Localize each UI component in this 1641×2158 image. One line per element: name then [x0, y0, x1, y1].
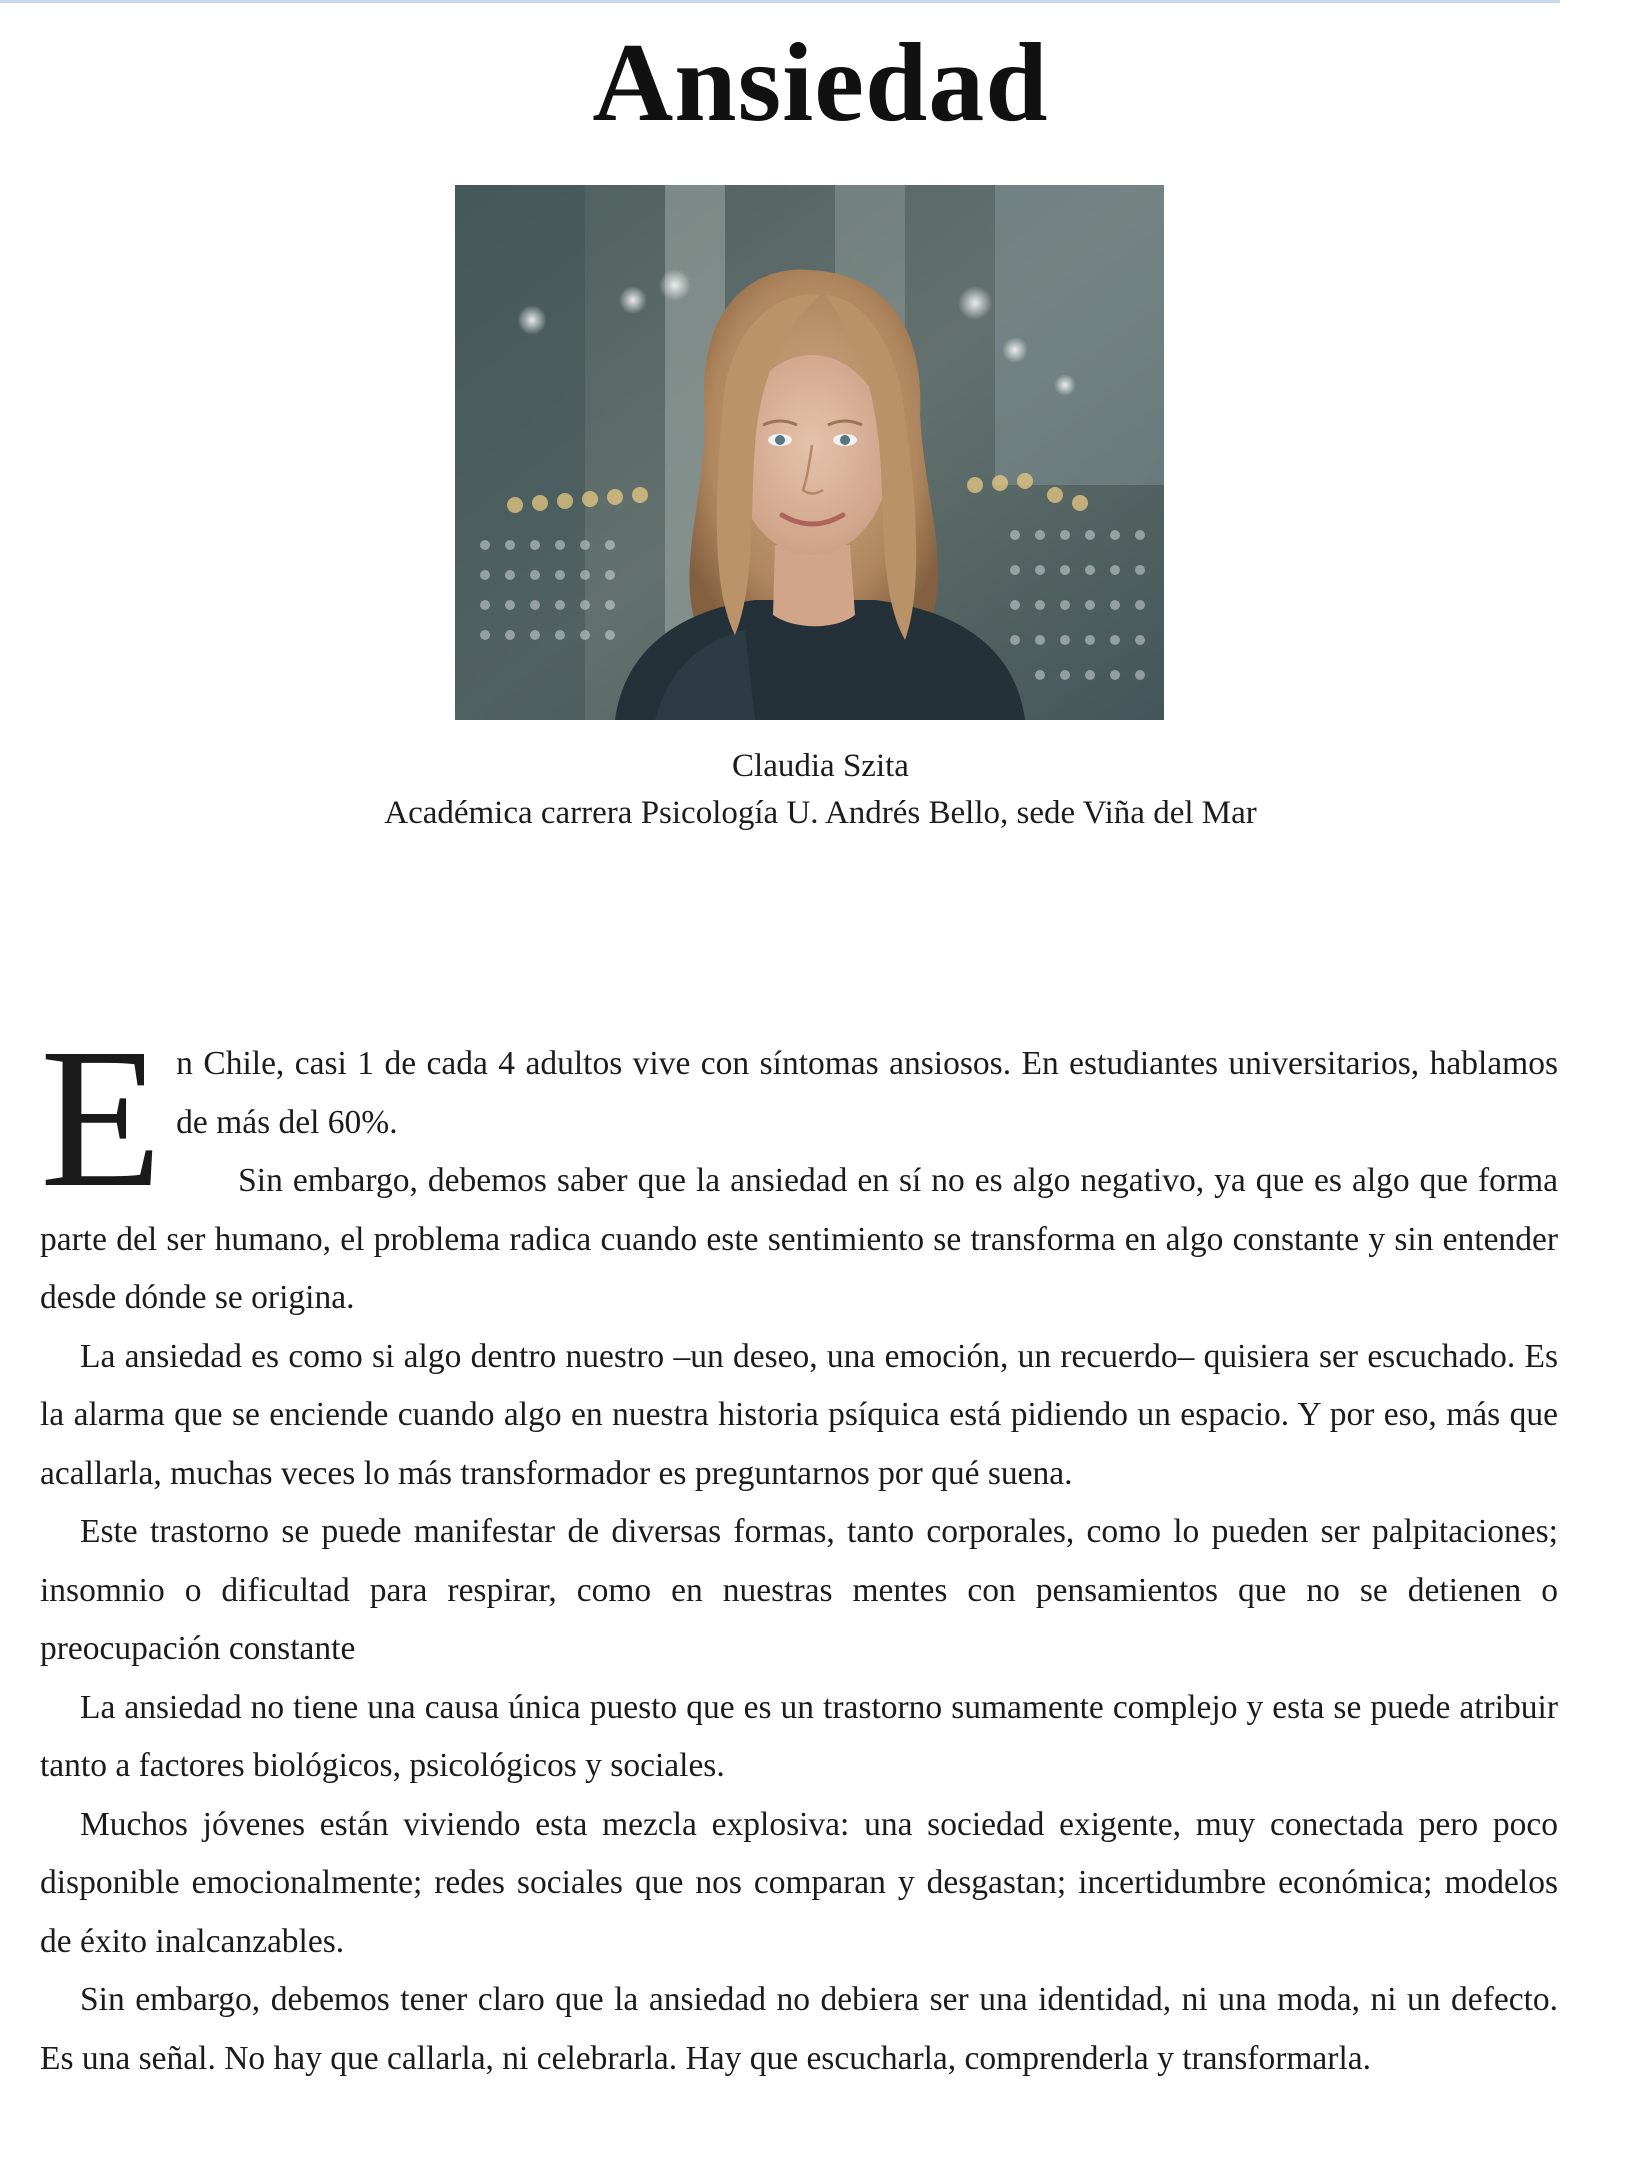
drop-cap: E [40, 1008, 163, 1229]
article-paragraph: Este trastorno se puede manifestar de diversas formas, tanto corporales, como lo pueden ser palpitaciones; insomnio o dificultad para respirar, como en nuestras mentes con pensamientos que no se detienen o preocupación constante [40, 1513, 1558, 1667]
author-role: Académica carrera Psicología U. Andrés Bello, sede Viña del Mar [384, 795, 1257, 831]
portrait-photo-icon [455, 185, 1164, 720]
author-name: Claudia Szita [732, 748, 909, 784]
first-paragraph-text: n Chile, casi 1 de cada 4 adultos vive con síntomas ansiosos. En estudiantes universitarios, hablamos de más del 60%. [176, 1045, 1558, 1141]
article-paragraph: Muchos jóvenes están viviendo esta mezcla explosiva: una sociedad exigente, muy conectada pero poco disponible emocionalmente; redes sociales que nos comparan y desgastan; incertidumbre económica; modelos de éxito inalcanzables. [40, 1805, 1558, 1960]
page-title: Ansiedad [592, 21, 1049, 145]
article-paragraph: La ansiedad es como si algo dentro nuestro –un deseo, una emoción, un recuerdo– quisiera ser escuchado. Es la alarma que se enciende cuando algo en nuestra historia psíquica está pidiendo un espacio. Y por eso, más que acallarla, muchas veces lo más transformador es preguntarnos por qué suena. [40, 1337, 1558, 1492]
top-rule [0, 0, 1560, 3]
author-photo [455, 185, 1164, 720]
article-paragraph [40, 1008, 1558, 1229]
article-paragraph: Sin embargo, debemos saber que la ansiedad en sí no es algo negativo, ya que es algo que forma parte del ser humano, el problema radica cuando este sentimiento se transforma en algo constante y sin entender desde dónde se origina. [40, 1162, 1558, 1316]
article-paragraph: Sin embargo, debemos tener claro que la ansiedad no debiera ser una identidad, ni una moda, ni un defecto. Es una señal. No hay que callarla, ni celebrarla. Hay que escucharla, comprenderla y transformarla. [40, 1981, 1558, 2077]
article-body [40, 1008, 1558, 2088]
article-paragraph: La ansiedad no tiene una causa única puesto que es un trastorno sumamente complejo y esta se puede atribuir tanto a factores biológicos, psicológicos y sociales. [40, 1688, 1558, 1784]
